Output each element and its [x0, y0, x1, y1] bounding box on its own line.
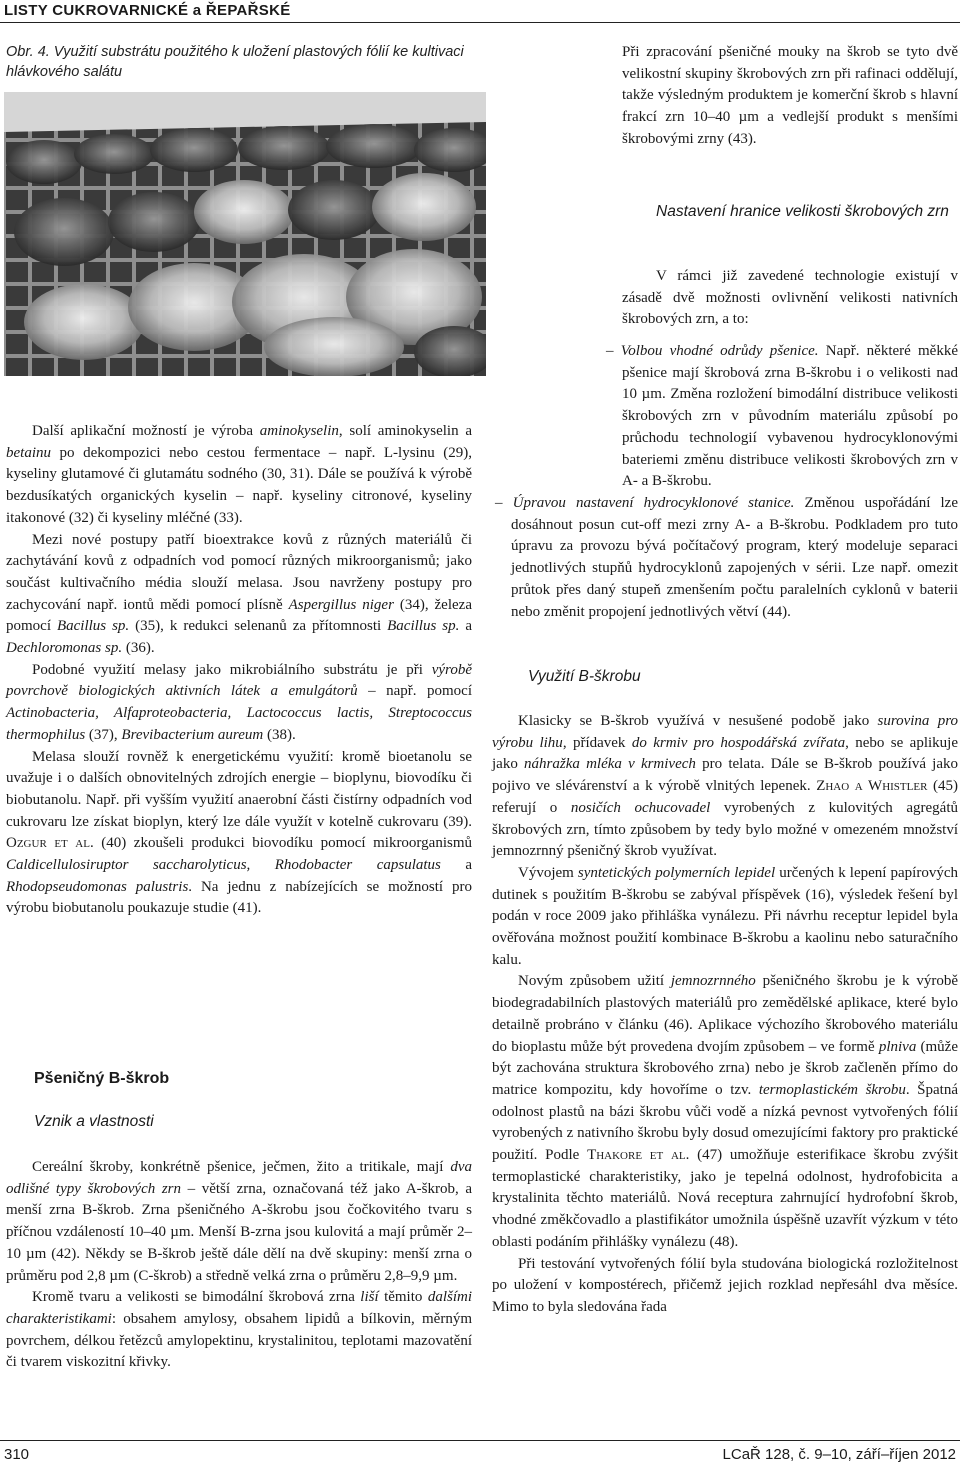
text-run: (může být zachována struktura škrobového zrna) nebo je škrob začleněn přímo do matrice kompozitu, kdy hovoříme o tzv.	[492, 1038, 958, 1098]
italic-run: Brevibacterium aureum	[121, 726, 264, 743]
text-run: vyrobených z kulovitých agregátů škrobových zrn, tímto způsobem by tedy bylo možné v omezeném množství jemnozrnný pšeničný škrob využívat.	[492, 799, 959, 860]
text-run: (38).	[263, 726, 296, 743]
text-run: Mezi nové postupy patří bioextrakce kovů z různých materiálů či zachytávání kovů z odpadních vod pomocí různých mikroorganismů; jako součást kultivačního média slouží melasa. Jsou navrženy postupy pro zachycování např. iontů mědi pomocí plísně	[6, 531, 472, 613]
text-run: Klasicky se B-škrob využívá v nesušené podobě jako	[518, 713, 878, 729]
nastaveni-list-2	[484, 493, 958, 623]
italic-run: Bacillus sp.	[56, 618, 130, 635]
text-run: Cereální škroby, konkrétně pšenice, ječmen, žito a tritikale, mají	[32, 1159, 451, 1175]
text-run: , přídavek	[562, 734, 632, 751]
italic-run: plniva	[878, 1038, 917, 1055]
text-run: Vývojem	[518, 864, 578, 881]
text-run: (37),	[85, 726, 122, 743]
paragraph	[492, 863, 958, 972]
italic-run: výrobě povrchově biologických aktivních látek a emulgátorů	[6, 661, 472, 700]
list-item-lead: – Volbou vhodné odrůdy pšenice.	[606, 343, 819, 359]
text-run: , nebo se aplikuje jako	[492, 734, 958, 773]
list-item-text: Např. některé měkké pšenice mají škrobová zrna B-škrobu i o velikosti nad 10 µm. Změna rozložení bimodální distribuce velikosti škrobových zrn v původním materiálu způsobí po průchodu technologií vybavenou hydrocyklonovými bateriemi změnu distribuce velikosti škrobových zrn v A- a B-škrobu.	[622, 343, 958, 490]
italic-run: Dechloromonas sp.	[6, 640, 123, 657]
list-item	[484, 341, 958, 493]
page-footer	[0, 1440, 960, 1468]
footer-rule	[0, 1440, 960, 1441]
nastaveni-section	[622, 266, 958, 331]
text-run: a	[459, 618, 472, 635]
paragraph	[6, 1157, 472, 1287]
figure-caption: Obr. 4. Využití substrátu použitého k uložení plastových fólií ke kultivaci hlávkového salátu	[6, 44, 464, 80]
text-run: Melasa slouží rovněž k energetickému využití: kromě bioetanolu se uvažuje i o dalších obnovitelných zdrojích energie – bioplynu, biovodíku či biobutanolu. Např. při vyšším využití anaerobní části čistírny odpadních vod cukrovaru lze získat bioplyn, který lze dále využít v kotelně cukrovaru (39).	[6, 748, 472, 830]
heading-nastaveni: Nastavení hranice velikosti škrobových zrn	[656, 203, 949, 220]
journal-header-title: LISTY CUKROVARNICKÉ a ŘEPAŘSKÉ	[4, 2, 291, 19]
italic-run: aminokyselin	[259, 423, 339, 439]
italic-run: Actinobacteria, Alfaproteobacteria, Lactococcus lactis, Streptococcus thermophilus	[6, 705, 472, 743]
text-run: po dekompozici nebo cestou fermentace – např. L-lysinu (29), kyseliny glutamové či glutamátu sodného (30, 31). Dále se používá k výrobě bezdusíkatých organických kyselin – např. kyseliny citronové, kyseliny itakonové (32) či kyseliny mléčné (33).	[6, 444, 472, 526]
heading-psenicny: Pšeničný B-škrob	[34, 1070, 170, 1087]
paragraph	[492, 971, 958, 1253]
text-run: – např. pomocí	[357, 683, 472, 700]
list-item	[484, 493, 958, 623]
italic-run: betainu	[6, 444, 51, 461]
list-item-lead: – Úpravou nastavení hydrocyklonové stanice.	[495, 495, 795, 511]
heading-vznik: Vznik a vlastnosti	[34, 1113, 154, 1130]
italic-run: surovina pro výrobu lihu	[492, 713, 958, 751]
text-run: pšeničného škrobu je k výrobě biodegradabilních plastových materiálů pro zemědělské aplikace, které bylo detailně probráno v článku (46). Aplikace výchozího škrobového materiálu do bioplastu může být provedena dvojím způsobem – ve formě	[492, 973, 958, 1055]
paragraph: Při testování vytvořených fólií byla studována biologická rozložitelnost po uložení v kompostérech, přičemž jejich rozklad nepřesáhl dva měsíce. Mimo to byla sledována řada	[492, 1255, 958, 1315]
text-run: těmito	[378, 1289, 428, 1306]
paragraph: Při zpracování pšeničné mouky na škrob se tyto dvě velikostní skupiny škrobových zrn při rafinaci oddělují, takže výsledným produktem je komerční škrob s hlavní frakcí zrn 10–40 µm a vedlejší produkt s menšími škrobovými zrny (43).	[622, 44, 958, 147]
paragraph	[6, 1287, 472, 1374]
italic-run: náhražka mléka v krmivech	[524, 756, 696, 773]
author-citation: Ozgur et al.	[6, 835, 94, 852]
text-run: (34), železa pomocí	[6, 596, 472, 635]
left-column	[6, 421, 472, 920]
italic-run: Rhodopseudomonas palustris	[6, 878, 189, 895]
text-run: . Na jednu z nabízejících se možností pro výrobu biobutanolu poukazuje studie (41).	[6, 878, 472, 917]
italic-run: termoplastickém škrobu	[758, 1081, 906, 1098]
paragraph	[492, 711, 958, 863]
text-run: Podobné využití melasy jako mikrobiálního substrátu je při	[32, 661, 432, 678]
figure-photo	[4, 92, 486, 376]
text-run: Novým způsobem užití	[518, 973, 671, 990]
nastaveni-list	[484, 341, 958, 493]
page-number: 310	[4, 1446, 30, 1463]
list-item-text: Změnou uspořádání lze dosáhnout posun cut-off mezi zrny A- a B-škrobu. Podkladem pro tuto úpravu za provozu bývá počítačový program, který modeluje separaci jednotlivých stupňů hydrocyklonů zapojených v sérii. Lze např. omezit průtok přes daný stupeň zmenšením počtu paralelních cyklonů v baterii nebo změnit propojení jednotlivých větví (44).	[511, 495, 958, 620]
italic-run: jemnozrnného	[670, 973, 756, 990]
text-run: určených k lepení papírových dutinek s použitím B-škrobu se zabýval příspěvek (16), výsledek řešení byl podán v roce 2009 jako přihláška vynálezu. Při návrhu receptur lepidel byla ověřována možnost použití kombinace B-škrobu a kaolinu nebo saturačního kalu.	[492, 864, 958, 968]
text-run: (36).	[122, 640, 155, 657]
header-rule	[0, 22, 960, 23]
lettuce-seedlings-photo	[4, 92, 486, 376]
heading-vyuziti: Využití B-škrobu	[528, 668, 641, 685]
text-run: , solí aminokyselin a	[338, 423, 472, 439]
paragraph	[6, 421, 472, 530]
author-citation: Zhao a Whistler	[816, 778, 928, 795]
vznik-section	[6, 1157, 472, 1374]
paragraph	[6, 530, 472, 660]
paragraph	[6, 660, 472, 747]
text-run: (47) umožňuje esterifikace škrobu zvýšit termoplastické charakteristiky, jako je tepelná odolnost, hydrofobicita a krystalinita těchto materiálů. Nová receptura zahrnující hydrofobní škrob, vhodné změkčovadlo a plastifikátor umožnila úspěšně uzavřít výzkum v této oblasti podáním přihlášky vynálezu (48).	[492, 1147, 959, 1250]
text-run: (40) zkoušeli produkci biovodíku pomocí mikroorganismů	[93, 835, 472, 852]
italic-run: dva odlišné typy škrobových zrn	[6, 1159, 472, 1197]
text-run: (35), k redukci selenanů za přítomnosti	[129, 618, 388, 635]
italic-run: syntetických polymerních lepidel	[577, 864, 776, 881]
italic-run: liší	[360, 1289, 379, 1306]
italic-run: nosičích ochucovadel	[570, 799, 711, 816]
italic-run: Aspergillus niger	[288, 596, 394, 613]
right-intro-paragraph	[622, 42, 958, 151]
author-citation: Thakore et al.	[587, 1147, 690, 1164]
nastaveni-intro: V rámci již zavedené technologie existují v zásadě dvě možnosti ovlivnění velikosti nativních škrobových zrn, a to:	[622, 268, 958, 328]
vyuziti-section	[492, 711, 958, 1319]
italic-run: dalšími charakteristikami	[6, 1289, 472, 1327]
text-run: – větší zrna, označovaná též jako A-škrob, a menší zrna B-škrob. Zrna pšeničného A-škrobu jsou čočkovitého tvaru s příčnou vzdáleností 10–40 µm. Menší B-zrna jsou kulovitá a mají průměr 2–10 µm (42). Někdy se B-škrob ještě dále dělí na dvě skupiny: menší zrna o průměru pod 2,8 µm (C-škrob) a středně velká zrna o průměru 2,8–9,9 µm.	[6, 1180, 472, 1284]
running-header	[0, 0, 960, 22]
text-run: (45) referují o	[492, 778, 958, 816]
paragraph	[6, 747, 472, 921]
italic-run: Caldicellulosiruptor saccharolyticus, Rhodobacter capsulatus	[6, 857, 441, 874]
text-run: Kromě tvaru a velikosti se bimodální škrobová zrna	[32, 1289, 361, 1306]
text-run: a	[440, 857, 472, 874]
text-run: pro telata. Dále se B-škrob používá jako pojivo ve slévárenství a k výrobě vlnitých lepenek.	[492, 756, 959, 795]
text-run: . Špatná odolnost plastů na bázi škrobu vůči vodě a nízká pevnost vytvořených fólií vyrobených z nativního škrobu byly dosud omezujícími faktory pro praktické použití. Podle	[492, 1081, 958, 1164]
italic-run: Bacillus sp.	[387, 618, 460, 635]
text-run: Další aplikační možností je výroba	[32, 423, 260, 439]
journal-reference: LCaŘ 128, č. 9–10, září–říjen 2012	[722, 1446, 956, 1463]
text-run: : obsahem amylosy, obsahem lipidů a bílkovin, měrným povrchem, délkou řetězců amylopektinu, krystalinitou, teplotami mazovatění či tvarem viskozitní křivky.	[6, 1310, 472, 1371]
italic-run: do krmiv pro hospodářská zvířata	[631, 734, 846, 751]
